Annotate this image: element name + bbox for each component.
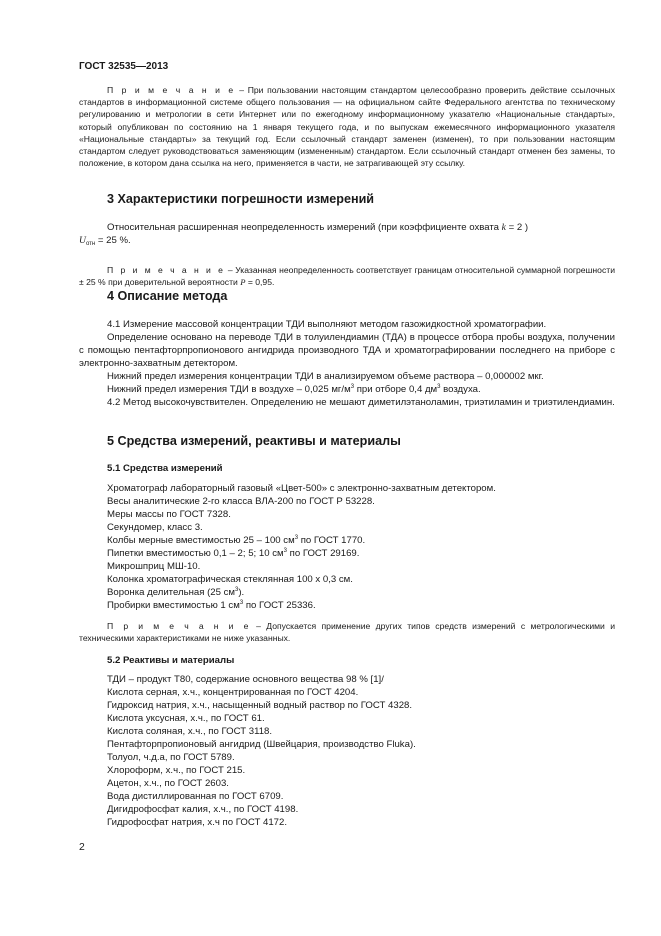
instrument-item: Пробирки вместимостью 1 $см^3$ по ГОСТ 25336.: [107, 600, 316, 611]
reagent-item: Кислота соляная, х.ч., по ГОСТ 3118.: [107, 726, 273, 737]
note-text: – Указанная неопределенность соответствует границам относительной суммарной погрешности ± 25 % при доверительной вероятности: [79, 265, 615, 288]
instrument-item: Колонка хроматографическая стеклянная 100 х 0,3 см.: [107, 574, 353, 585]
k-symbol: k: [501, 222, 506, 233]
instrument-item: Секундомер, класс 3.: [107, 522, 203, 533]
section-5-title: 5 Средства измерений, реактивы и материалы: [107, 434, 401, 448]
instrument-item: Пипетки вместимостью 0,1 – 2; 5; 10 $см^3$ по ГОСТ 29169.: [107, 548, 360, 559]
para-text: Относительная расширенная неопределенность измерений (при коэффициенте охвата: [107, 222, 502, 233]
subsection-5-2-title: 5.2 Реактивы и материалы: [107, 655, 235, 666]
instrument-item: Меры массы по ГОСТ 7328.: [107, 509, 231, 520]
section-4-p2: Определение основано на переводе ТДИ в толуилендиамин (ТДА) в процессе отбора пробы воздуха, получении с помощью пентафторпропионового ангидрида производного ТДА и хроматографировании последнего на приборе с электронно-захватным детектором.: [79, 332, 615, 370]
reagent-item: Кислота серная, х.ч., концентрированная по ГОСТ 4204.: [107, 687, 359, 698]
section-3-title: 3 Характеристики погрешности измерений: [107, 192, 375, 206]
section-4-title: 4 Описание метода: [107, 289, 228, 303]
p-symbol: P: [240, 277, 246, 288]
section-3-paragraph: [79, 221, 615, 247]
para-text: воздуха.: [440, 384, 481, 395]
note-label: П р и м е ч а н и е: [107, 265, 226, 275]
para-text: = 2 ): [505, 222, 529, 233]
instrument-item: Воронка делительная (25 $см^3$).: [107, 587, 245, 598]
note-text: – При пользовании настоящим стандартом целесообразно проверить действие ссылочных стандартов в информационной системе общего пользования — на официальном сайте Федерального агентства по техническому регулированию и метрологии в сети Интернет или по ежегодному информационному указателю «Национальные стандарты», который опубликован по состоянию на 1 января текущего года, и по выпускам ежемесячного информационного указателя «Национальные стандарты» за текущий год. Если ссылочный стандарт заменен (изменен), то при пользовании настоящим стандартом следует руководствоваться заменяющим (измененным) стандартом. Если ссылочный стандарт отменен без замены, то положение, в котором дана ссылка на него, применяется в части, не затрагивающей эту ссылку.: [79, 85, 615, 169]
subsection-5-1-title: 5.1 Средства измерений: [107, 463, 223, 474]
reagent-item: Кислота уксусная, х.ч., по ГОСТ 61.: [107, 713, 265, 724]
reagent-item: Гидроксид натрия, х.ч., насыщенный водный раствор по ГОСТ 4328.: [107, 700, 413, 711]
section-5-note: [79, 620, 615, 644]
reagent-item: Гидрофосфат натрия, х.ч по ГОСТ 4172.: [107, 817, 288, 828]
u-value: = 25 %.: [95, 235, 131, 247]
superscript: 3: [437, 384, 441, 390]
document-header: ГОСТ 32535—2013: [79, 61, 169, 72]
section-3-note: [79, 264, 615, 288]
note-text: – Допускается применение других типов средств измерений с метрологическими и техническими характеристиками не ниже указанных.: [79, 621, 615, 644]
section-4-p5: 4.2 Метод высокочувствителен. Определению не мешают диметилэтаноламин, триэтиламин и триэтилендиамин.: [107, 397, 615, 408]
u-symbol: U: [79, 235, 86, 247]
superscript: 3: [350, 384, 355, 390]
instrument-item: Весы аналитические 2-го класса ВЛА-200 по ГОСТ Р 53228.: [107, 496, 375, 507]
section-4-p3: Нижний предел измерения концентрации ТДИ в анализируемом объеме раствора – 0,000002 мкг.: [107, 371, 544, 382]
reagent-item: Дигидрофосфат калия, х.ч., по ГОСТ 4198.: [107, 804, 299, 815]
u-subscript: отн: [85, 241, 96, 248]
page-number: 2: [79, 842, 85, 853]
note-label: П р и м е ч а н и е: [107, 621, 251, 631]
reagent-item: Вода дистиллированная по ГОСТ 6709.: [107, 791, 284, 802]
reagent-item: Толуол, ч.д.а, по ГОСТ 5789.: [107, 752, 235, 763]
para-text: при отборе 0,4 дм: [354, 384, 438, 395]
note-text: = 0,95.: [245, 277, 275, 288]
instrument-item: Хроматограф лабораторный газовый «Цвет-500» с электронно-захватным детектором.: [107, 483, 496, 494]
reagent-item: Хлороформ, х.ч., по ГОСТ 215.: [107, 765, 246, 776]
instrument-item: Колбы мерные вместимостью 25 – 100 $см^3$ по ГОСТ 1770.: [107, 535, 366, 546]
instrument-item: Микрошприц МШ-10.: [107, 561, 201, 572]
note-referenced-standards: [79, 84, 615, 169]
para-text: Нижний предел измерения ТДИ в воздухе – 0,025 мг/м: [107, 384, 351, 395]
reagent-item: Пентафторпропионовый ангидрид (Швейцария, производство Fluka).: [107, 739, 416, 750]
note-label: П р и м е ч а н и е: [107, 85, 236, 95]
reagent-item: ТДИ – продукт Т80, содержание основного вещества 98 % [1]/: [107, 674, 384, 685]
section-4-p1: 4.1 Измерение массовой концентрации ТДИ выполняют методом газожидкостной хроматографии.: [107, 319, 547, 330]
section-4-p4: [79, 383, 615, 396]
reagent-item: Ацетон, х.ч., по ГОСТ 2603.: [107, 778, 229, 789]
